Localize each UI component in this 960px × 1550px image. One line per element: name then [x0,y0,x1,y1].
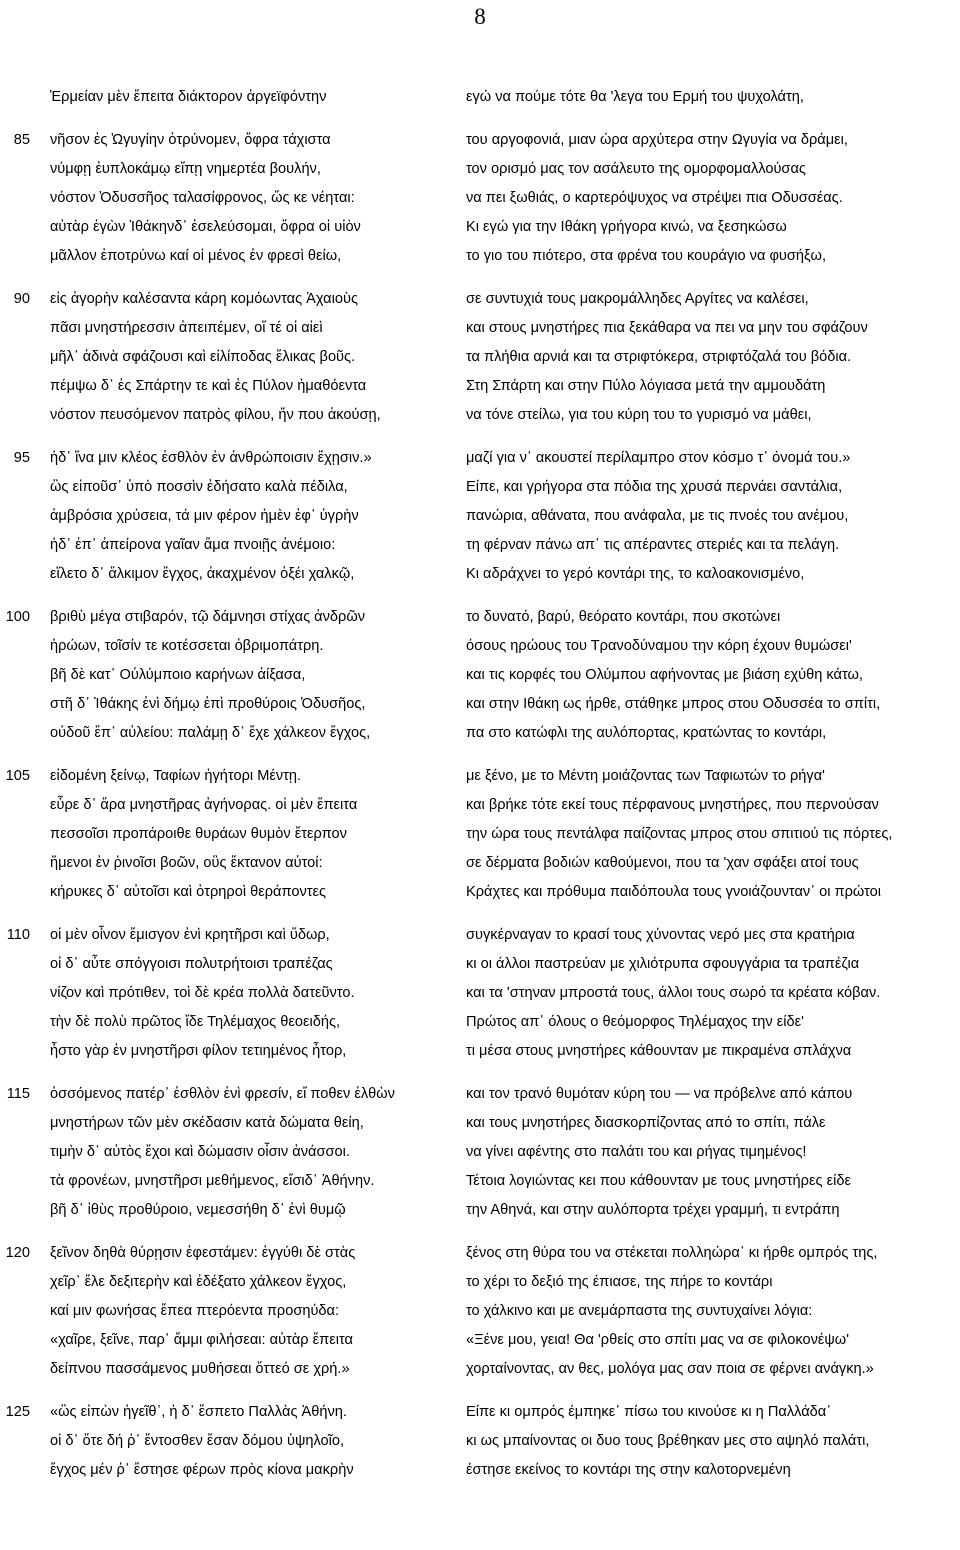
verse-line [0,636,960,660]
verse-line [0,405,960,429]
verse-line [0,723,960,747]
greek-verse: «χαῖρε, ξεῖνε, παρ᾽ ἄμμι φιλήσεαι: αὐτὰρ ἔπειτα [50,1332,353,1348]
greek-verse: αὐτὰρ ἐγὼν Ἰθάκηνδ᾽ ἐσελεύσομαι, ὄφρα οἱ υἱὸν [50,219,361,235]
greek-verse: νίζον καὶ πρότιθεν, τοὶ δὲ κρέα πολλὰ δατεῦντο. [50,985,355,1001]
modern-greek-verse: το χάλκινο και με ανεμάρπαστα της συντυχαίνει λόγια: [466,1303,813,1319]
verse-line [0,1200,960,1224]
modern-greek-verse: και τους μνηστήρες διασκορπίζοντας από το σπίτι, πάλε [466,1115,826,1131]
greek-verse: πᾶσι μνηστήρεσσιν ἀπειπέμεν, οἵ τέ οἱ αἰεὶ [50,320,323,336]
verse-line [0,983,960,1007]
line-number: 85 [13,132,30,148]
modern-greek-verse: πανώρια, αθάνατα, που ανάφαλα, με τις πνοές του ανέμου, [466,508,849,524]
greek-verse: οἱ δ᾽ αὖτε σπόγγοισι πολυτρήτοισι τραπέζας [50,956,333,972]
modern-greek-verse: κι οι άλλοι παστρεύαν με χιλιότρυπα σφουγγάρια τα τραπέζια [466,956,860,972]
modern-greek-verse: σε συντυχιά τους μακρομάλληδες Αργίτες να καλέσει, [466,291,809,307]
verse-line [0,1402,960,1426]
greek-verse: μνηστήρων τῶν μὲν σκέδασιν κατὰ δώματα θείη, [50,1115,364,1131]
verse-line [0,694,960,718]
modern-greek-verse: του αργοφονιά, μιαν ώρα αρχύτερα στην Ωγυγία να δράμει, [466,132,848,148]
verse-line [0,853,960,877]
modern-greek-verse: Κι εγώ για την Ιθάκη γρήγορα κινώ, να ξεσηκώσω [466,219,787,235]
verse-line [0,217,960,241]
modern-greek-verse: το χέρι το δεξιό της έπιασε, της πήρε το κοντάρι [466,1274,773,1290]
greek-verse: ἀμβρόσια χρύσεια, τά μιν φέρον ἠμὲν ἐφ᾽ ὑγρὴν [50,508,359,524]
line-number: 115 [6,1086,30,1102]
modern-greek-verse: μαζί για ν᾽ ακουστεί περίλαμπρο στον κόσμο τ᾽ όνομά του.» [466,450,851,466]
modern-greek-verse: και βρήκε τότε εκεί τους πέρφανους μνηστήρες, που περνούσαν [466,797,879,813]
greek-verse: ἥμενοι ἐν ῥινοῖσι βοῶν, οὓς ἔκτανον αὐτοί: [50,855,323,871]
greek-verse: εἰς ἀγορὴν καλέσαντα κάρη κομόωντας Ἀχαιοὺς [50,291,358,307]
modern-greek-verse: κι ως μπαίνοντας οι δυο τους βρέθηκαν μες στο αψηλό παλάτι, [466,1433,870,1449]
verse-line [0,607,960,631]
verse-line [0,1012,960,1036]
verse-line [0,1301,960,1325]
verse-line [0,376,960,400]
greek-verse: ἧστο γὰρ ἐν μνηστῆρσι φίλον τετιημένος ἦτορ, [50,1043,347,1059]
verse-line [0,535,960,559]
verse-line [0,1041,960,1065]
modern-greek-verse: «Ξένε μου, γεια! Θα 'ρθείς στο σπίτι μας να σε φιλοκονέψω' [466,1332,849,1348]
modern-greek-verse: ξένος στη θύρα του να στέκεται πολληώρα᾽ κι ήρθε ομπρός της, [466,1245,878,1261]
line-number: 125 [5,1404,30,1420]
verse-line [0,766,960,790]
greek-verse: οἱ μὲν οἶνον ἔμισγον ἐνὶ κρητῆρσι καὶ ὕδωρ, [50,927,330,943]
modern-greek-verse: το γιο του πιότερο, στα φρένα του κουράγιο να φυσήξω, [466,248,826,264]
greek-verse: δείπνου πασσάμενος μυθήσεαι ὅττεό σε χρή.» [50,1361,350,1377]
greek-verse: κήρυκες δ᾽ αὐτοῖσι καὶ ὀτρηροὶ θεράποντες [50,884,327,900]
verse-line [0,477,960,501]
greek-verse: νῆσον ἐς Ὠγυγίην ὀτρύνομεν, ὄφρα τάχιστα [50,132,331,148]
line-number: 100 [5,609,30,625]
greek-verse: ἔγχος μέν ῥ᾽ ἔστησε φέρων πρὸς κίονα μακρὴν [50,1462,354,1478]
verse-line [0,506,960,530]
verse-line [0,159,960,183]
modern-greek-verse: να πει ξωθιάς, ο καρτερόψυχος να στρέψει πια Οδυσσέας. [466,190,843,206]
greek-verse: βριθὺ μέγα στιβαρόν, τῷ δάμνησι στίχας ἀνδρῶν [50,609,366,625]
modern-greek-verse: να τόνε στείλω, για του κύρη του το γυρισμό να μάθει, [466,407,812,423]
verse-line [0,318,960,342]
greek-verse: ὀσσόμενος πατέρ᾽ ἐσθλὸν ἐνὶ φρεσίν, εἴ ποθεν ἐλθὼν [50,1086,395,1102]
line-number: 120 [5,1245,30,1261]
verse-line [0,1330,960,1354]
modern-greek-verse: και στην Ιθάκη ως ήρθε, στάθηκε μπρος στου Οδυσσέα το σπίτι, [466,696,881,712]
modern-greek-verse: με ξένο, με το Μέντη μοιάζοντας των Ταφιωτών το ρήγα' [466,768,825,784]
modern-greek-verse: τι μέσα στους μνηστήρες κάθουνταν με πικραμένα σπλάχνα [466,1043,852,1059]
greek-verse: εὗρε δ᾽ ἄρα μνηστῆρας ἀγήνορας. οἱ μὲν ἔπειτα [50,797,358,813]
modern-greek-verse: και στους μνηστήρες πια ξεκάθαρα να πει να μην του σφάζουν [466,320,868,336]
verse-line [0,665,960,689]
verse-line [0,130,960,154]
greek-verse: μᾶλλον ἐποτρύνω καί οἱ μένος ἐν φρεσὶ θείω, [50,248,342,264]
modern-greek-verse: πα στο κατώφλι της αυλόπορτας, κρατώντας το κοντάρι, [466,725,827,741]
modern-greek-verse: Είπε κι ομπρός έμπηκε᾽ πίσω του κινούσε κι η Παλλάδα᾽ [466,1404,832,1420]
modern-greek-verse: την ώρα τους πεντάλφα παίζοντας μπρος στου σπιτιού τις πόρτες, [466,826,893,842]
verse-line [0,925,960,949]
verse-line [0,289,960,313]
modern-greek-verse: έστησε εκείνος το κοντάρι της στην καλοτορνεμένη [466,1462,791,1478]
greek-verse: βῆ δ᾽ ἰθὺς προθύροιο, νεμεσσήθη δ᾽ ἐνὶ θυμῷ [50,1202,346,1218]
modern-greek-verse: Κι αδράχνει το γερό κοντάρι της, το καλοακονισμένο, [466,566,805,582]
verse-line [0,1142,960,1166]
greek-verse: βῆ δὲ κατ᾽ Οὐλύμποιο καρήνων ἀίξασα, [50,667,306,683]
verse-line [0,1171,960,1195]
verse-line [0,1431,960,1455]
verse-line [0,1460,960,1484]
greek-verse: ἡρώων, τοῖσίν τε κοτέσσεται ὀβριμοπάτρη. [50,638,324,654]
verse-line [0,1359,960,1383]
greek-verse: τὴν δὲ πολὺ πρῶτος ἴδε Τηλέμαχος θεοειδής, [50,1014,341,1030]
greek-verse: «ὣς εἰπὼν ἡγεῖθ᾽, ἡ δ᾽ ἕσπετο Παλλὰς Ἀθήνη. [50,1404,347,1420]
modern-greek-verse: να γίνει αφέντης στο παλάτι του και ρήγας τιμημένος! [466,1144,807,1160]
modern-greek-verse: και τον τρανό θυμόταν κύρη του — να πρόβελνε από κάπου [466,1086,853,1102]
modern-greek-verse: τη φέρναν πάνω απ᾽ τις απέραντες στεριές και τα πελάγη. [466,537,840,553]
line-number: 95 [13,450,30,466]
greek-verse: ἠδ᾽ ἵνα μιν κλέος ἐσθλὸν ἐν ἀνθρώποισιν ἔχῃσιν.» [50,450,372,466]
modern-greek-verse: χορταίνοντας, αν θες, μολόγα μας σαν ποια σε φέρνει ανάγκη.» [466,1361,874,1377]
verse-line [0,1243,960,1267]
verse-line [0,564,960,588]
greek-verse: χεῖρ᾽ ἕλε δεξιτερὴν καὶ ἐδέξατο χάλκεον ἔγχος, [50,1274,347,1290]
modern-greek-verse: την Αθηνά, και στην αυλόπορτα τρέχει γραμμή, τι εντράπη [466,1202,840,1218]
greek-verse: τὰ φρονέων, μνηστῆρσι μεθήμενος, εἴσιδ᾽ Ἀθήνην. [50,1173,375,1189]
greek-verse: τιμὴν δ᾽ αὐτὸς ἔχοι καὶ δώμασιν οἷσιν ἀνάσσοι. [50,1144,350,1160]
page-number: 8 [474,4,486,29]
greek-verse: στῆ δ᾽ Ἰθάκης ἐνὶ δήμῳ ἐπὶ προθύροις Ὀδυσῆος, [50,696,366,712]
greek-verse: ἠδ᾽ ἐπ᾽ ἀπείρονα γαῖαν ἅμα πνοιῇς ἀνέμοιο: [50,537,336,553]
verse-line [0,448,960,472]
verse-line [0,188,960,212]
greek-verse: καί μιν φωνήσας ἔπεα πτερόεντα προσηύδα: [50,1303,340,1319]
verse-line [0,824,960,848]
verse-line [0,87,960,111]
modern-greek-verse: Τέτοια λογιώντας κει που κάθουνταν με τους μνηστήρες είδε [466,1173,851,1189]
greek-verse: οὐδοῦ ἔπ᾽ αὐλείου: παλάμῃ δ᾽ ἔχε χάλκεον ἔγχος, [50,725,371,741]
greek-verse: οἱ δ᾽ ὅτε δή ῥ᾽ ἔντοσθεν ἔσαν δόμου ὑψηλοῖο, [50,1433,345,1449]
greek-verse: πεσσοῖσι προπάροιθε θυράων θυμὸν ἔτερπον [50,826,347,842]
greek-verse: νύμφῃ ἐυπλοκάμῳ εἴπῃ νημερτέα βουλήν, [50,161,321,177]
greek-verse: νόστον πευσόμενον πατρὸς φίλου, ἤν που ἀκούσῃ, [50,407,381,423]
verse-line [0,1113,960,1137]
modern-greek-verse: Στη Σπάρτη και στην Πύλο λόγιασα μετά την αμμουδάτη [466,378,826,394]
modern-greek-verse: το δυνατό, βαρύ, θεόρατο κοντάρι, που σκοτώνει [466,609,781,625]
greek-verse: νόστον Ὀδυσσῆος ταλασίφρονος, ὥς κε νέηται: [50,190,355,206]
modern-greek-verse: τον ορισμό μας τον ασάλευτο της ομορφομαλλούσας [466,161,806,177]
line-number: 105 [5,768,30,784]
verse-line [0,795,960,819]
greek-verse: εἵλετο δ᾽ ἄλκιμον ἔγχος, ἀκαχμένον ὀξέι χαλκῷ, [50,566,355,582]
modern-greek-verse: σε δέρματα βοδιών καθούμενοι, που τα 'χαν σφάξει ατοί τους [466,855,859,871]
modern-greek-verse: συγκέρναγαν το κρασί τους χύνοντας νερό μες στα κρατήρια [466,927,855,943]
greek-verse: εἰδομένη ξείνῳ, Ταφίων ἡγήτορι Μέντῃ. [50,768,302,784]
greek-verse: ὣς εἰποῦσ᾽ ὑπὸ ποσσὶν ἐδήσατο καλὰ πέδιλα, [50,479,348,495]
greek-verse: μῆλ᾽ ἁδινὰ σφάζουσι καὶ εἰλίποδας ἕλικας βοῦς. [50,349,356,365]
verse-line [0,246,960,270]
modern-greek-verse: εγώ να πούμε τότε θα 'λεγα του Ερμή του ψυχολάτη, [466,89,804,105]
verse-line [0,954,960,978]
greek-verse: Ἑρμείαν μὲν ἔπειτα διάκτορον ἀργεϊφόντην [50,89,327,105]
verse-line [0,347,960,371]
verse-line [0,882,960,906]
verse-line [0,1272,960,1296]
modern-greek-verse: και τις κορφές του Ολύμπου αφήνοντας με βιάση εχύθη κάτω, [466,667,863,683]
modern-greek-verse: Είπε, και γρήγορα στα πόδια της χρυσά περνάει σαντάλια, [466,479,843,495]
line-number: 110 [6,927,30,943]
modern-greek-verse: όσους ηρώους του Τρανοδύναμου την κόρη έχουν θυμώσει' [466,638,852,654]
verse-line [0,1084,960,1108]
modern-greek-verse: Πρώτος απ᾽ όλους ο θεόμορφος Τηλέμαχος την είδε' [466,1014,804,1030]
greek-verse: ξεῖνον δηθὰ θύρῃσιν ἐφεστάμεν: ἐγγύθι δὲ στὰς [50,1245,356,1261]
modern-greek-verse: τα πλήθια αρνιά και τα στριφτόκερα, στριφτόζαλά του βόδια. [466,349,852,365]
greek-verse: πέμψω δ᾽ ἐς Σπάρτην τε καὶ ἐς Πύλον ἠμαθόεντα [50,378,367,394]
modern-greek-verse: και τα 'στηναν μπροστά τους, άλλοι τους σωρό τα κρέατα κόβαν. [466,985,881,1001]
modern-greek-verse: Κράχτες και πρόθυμα παιδόπουλα τους γνοιάζουνταν᾽ οι πρώτοι [466,884,882,900]
line-number: 90 [13,291,30,307]
